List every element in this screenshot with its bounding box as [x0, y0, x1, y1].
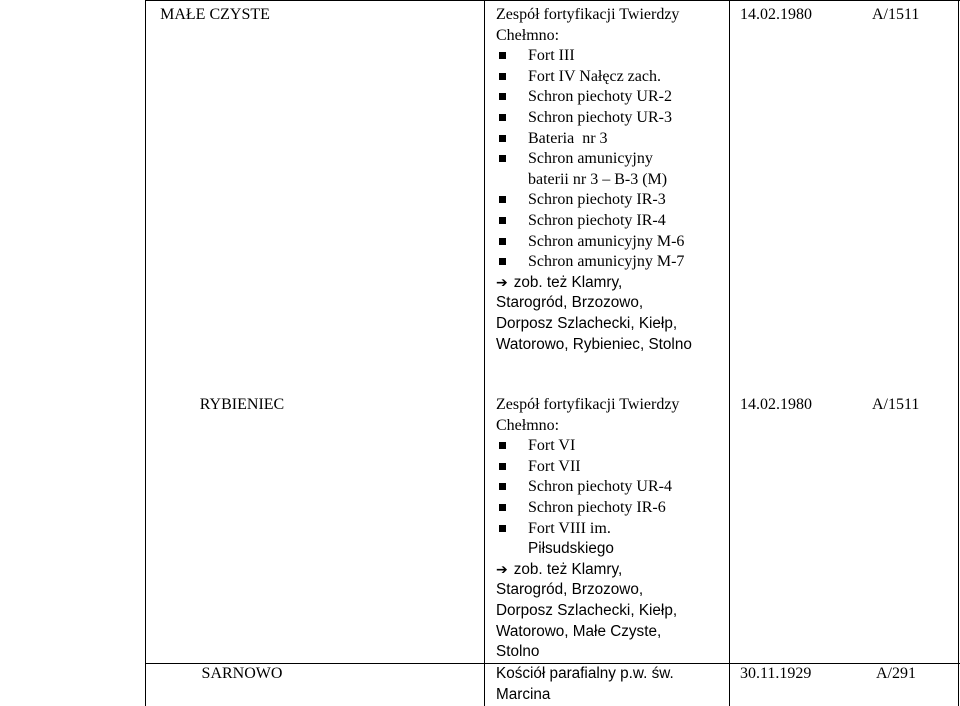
- locality-name: RYBIENIEC: [199, 396, 285, 413]
- description-header: Zespół fortyfikacji Twierdzy Chełmno:: [496, 396, 680, 434]
- list-item: Fort VII: [496, 457, 728, 478]
- description-header: Kościół parafialny p.w. św.: [496, 665, 674, 682]
- see-also: ➔ zob. też Klamry, Starogród, Brzozowo, Dorposz Szlachecki, Kiełp, Watorowo, Małe Czyste, Stolno: [496, 560, 678, 661]
- date-cell: [740, 395, 812, 416]
- list-item: Bateria nr 3: [496, 129, 728, 150]
- entry-date: 30.11.1929: [740, 665, 812, 682]
- list-item: Schron piechoty IR-3: [496, 190, 728, 211]
- date-cell: [740, 664, 811, 685]
- description-cell: [496, 664, 728, 705]
- locality-cell: [146, 5, 284, 26]
- bullet-icon: [499, 483, 506, 490]
- locality-name: MAŁE CZYSTE: [160, 6, 270, 23]
- description-cell: [496, 395, 728, 663]
- list-item: Fort IV Nałęcz zach.: [496, 67, 728, 88]
- register-number: A/291: [876, 665, 916, 682]
- description-header-continued: Marcina: [496, 685, 551, 703]
- bullet-icon: [499, 135, 506, 142]
- bullet-icon: [499, 93, 506, 100]
- list-item: Schron piechoty UR-3: [496, 108, 728, 129]
- see-also: ➔ zob. też Klamry, Starogród, Brzozowo, Dorposz Szlachecki, Kiełp, Watorowo, Rybieniec, Stolno: [496, 273, 692, 353]
- locality-cell: [146, 664, 338, 685]
- list-item: Fort VI: [496, 436, 728, 457]
- bullet-icon: [499, 504, 506, 511]
- bullet-icon: [499, 155, 506, 162]
- list-item: Fort III: [496, 46, 728, 67]
- locality-name: SARNOWO: [201, 665, 283, 682]
- bullet-icon: [499, 196, 506, 203]
- bullet-icon: [499, 463, 506, 470]
- bullet-icon: [499, 258, 506, 265]
- bullet-icon: [499, 442, 506, 449]
- bullet-icon: [499, 114, 506, 121]
- register-number-cell: [876, 664, 916, 685]
- entry-date: 14.02.1980: [740, 6, 812, 23]
- list-item: Fort VIII im. Piłsudskiego: [496, 519, 728, 560]
- list-item: Schron amunicyjny M-6: [496, 232, 728, 253]
- locality-cell: [146, 395, 338, 416]
- date-cell: [740, 5, 812, 26]
- bullet-icon: [499, 217, 506, 224]
- table-border-top: [145, 0, 960, 1]
- table-border-col2: [484, 0, 485, 706]
- object-list: [496, 46, 728, 273]
- list-item: Schron amunicyjny baterii nr 3 – B-3 (M): [496, 149, 728, 190]
- table-border-left: [145, 0, 146, 706]
- bullet-icon: [499, 73, 506, 80]
- list-item: Schron piechoty UR-4: [496, 477, 728, 498]
- description-header: Zespół fortyfikacji Twierdzy Chełmno:: [496, 6, 680, 44]
- table-border-col3: [729, 0, 730, 706]
- bullet-icon: [499, 238, 506, 245]
- table-border-right: [958, 0, 959, 706]
- entry-date: 14.02.1980: [740, 396, 812, 413]
- list-item: Schron amunicyjny M-7: [496, 252, 728, 273]
- register-number-cell: [872, 395, 919, 416]
- description-cell: [496, 5, 728, 355]
- list-item: Schron piechoty UR-2: [496, 87, 728, 108]
- list-item: Schron piechoty IR-4: [496, 211, 728, 232]
- arrow-right-icon: ➔: [496, 561, 508, 578]
- bullet-icon: [499, 52, 506, 59]
- register-number: A/1511: [872, 6, 920, 23]
- list-item: Schron piechoty IR-6: [496, 498, 728, 519]
- register-number: A/1511: [872, 396, 920, 413]
- object-list: [496, 436, 728, 560]
- register-number-cell: [872, 5, 919, 26]
- arrow-right-icon: ➔: [496, 274, 508, 291]
- bullet-icon: [499, 525, 506, 532]
